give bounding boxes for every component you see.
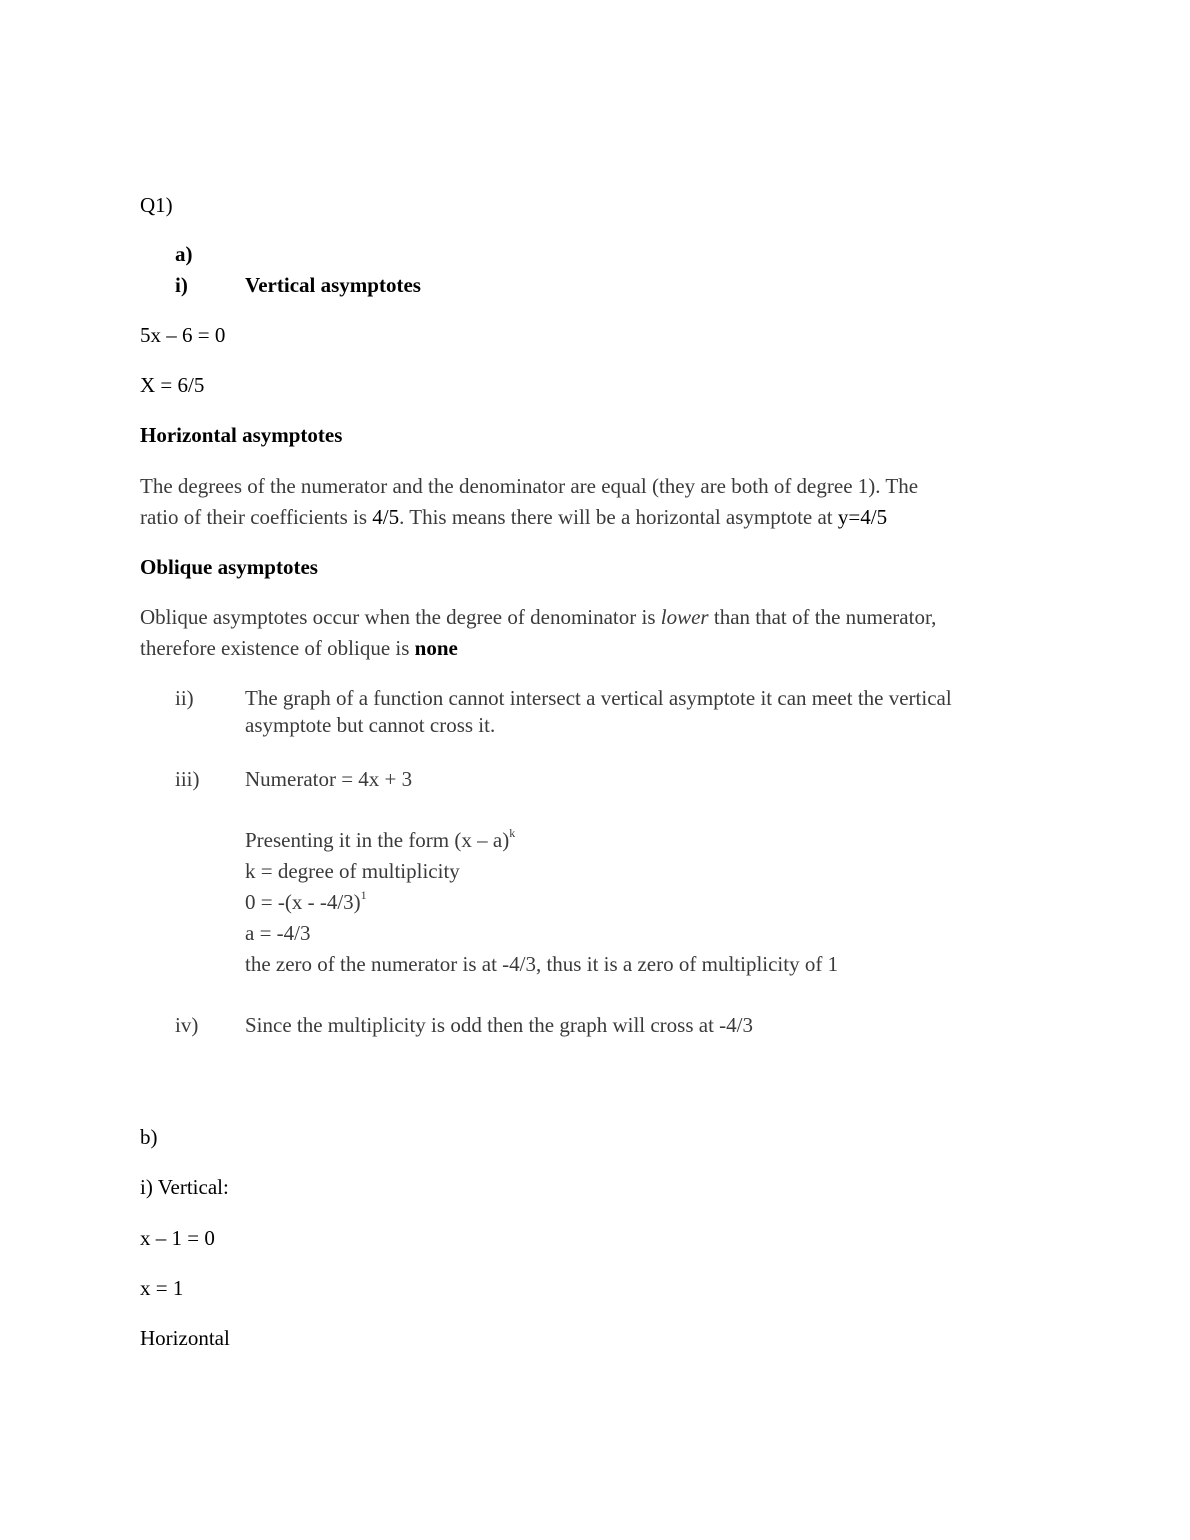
item-ii-number: ii) bbox=[175, 686, 194, 710]
oblique-paragraph-line bbox=[140, 636, 458, 661]
item-ii-text: asymptote but cannot cross it. bbox=[245, 713, 496, 737]
superscript: 1 bbox=[360, 888, 367, 902]
text-span: Presenting it in the form (x – a) bbox=[245, 828, 510, 852]
text-span: therefore existence of oblique is bbox=[140, 636, 415, 660]
equation-line: 5x – 6 = 0 bbox=[140, 323, 226, 347]
part-a-label: a) bbox=[175, 242, 193, 266]
vertical-label: i) Vertical: bbox=[140, 1175, 229, 1199]
item-iv-number: iv) bbox=[175, 1013, 199, 1037]
item-iii-text bbox=[245, 828, 515, 853]
item-ii-text: The graph of a function cannot intersect a vertical asymptote it can meet the vertical bbox=[245, 686, 952, 710]
item-iii-text bbox=[245, 890, 367, 915]
oblique-paragraph-line bbox=[140, 605, 936, 630]
equation-line: x – 1 = 0 bbox=[140, 1226, 215, 1250]
horizontal-paragraph-line: The degrees of the numerator and the denominator are equal (they are both of degree 1). The bbox=[140, 474, 919, 498]
emphasis-text: lower bbox=[660, 605, 709, 629]
vertical-asymptotes-heading: Vertical asymptotes bbox=[245, 273, 421, 297]
text-span: 0 = -(x - -4/3) bbox=[245, 890, 361, 914]
horizontal-label: Horizontal bbox=[140, 1326, 230, 1350]
bold-answer: none bbox=[414, 636, 458, 660]
question-label: Q1) bbox=[140, 193, 173, 217]
text-span: Oblique asymptotes occur when the degree of denominator is bbox=[140, 605, 661, 629]
superscript: k bbox=[509, 826, 516, 840]
text-span: than that of the numerator, bbox=[708, 605, 937, 629]
item-i-number: i) bbox=[175, 273, 188, 297]
text-span: . This means there will be a horizontal asymptote at bbox=[399, 505, 838, 529]
item-iii-text: the zero of the numerator is at -4/3, thus it is a zero of multiplicity of 1 bbox=[245, 952, 839, 976]
item-iv-text: Since the multiplicity is odd then the graph will cross at -4/3 bbox=[245, 1013, 753, 1037]
horizontal-paragraph-line bbox=[140, 505, 887, 530]
item-iii-number: iii) bbox=[175, 767, 200, 791]
asymptote-value: y=4/5 bbox=[837, 505, 888, 529]
item-iii-text: a = -4/3 bbox=[245, 921, 311, 945]
part-b-label: b) bbox=[140, 1125, 158, 1149]
oblique-asymptotes-heading: Oblique asymptotes bbox=[140, 555, 318, 579]
equation-line: X = 6/5 bbox=[140, 373, 205, 397]
text-span: ratio of their coefficients is bbox=[140, 505, 373, 529]
equation-line: x = 1 bbox=[140, 1276, 184, 1300]
horizontal-asymptotes-heading: Horizontal asymptotes bbox=[140, 423, 343, 447]
item-iii-text: k = degree of multiplicity bbox=[245, 859, 460, 883]
item-iii-text: Numerator = 4x + 3 bbox=[245, 767, 413, 791]
ratio-value: 4/5 bbox=[372, 505, 400, 529]
